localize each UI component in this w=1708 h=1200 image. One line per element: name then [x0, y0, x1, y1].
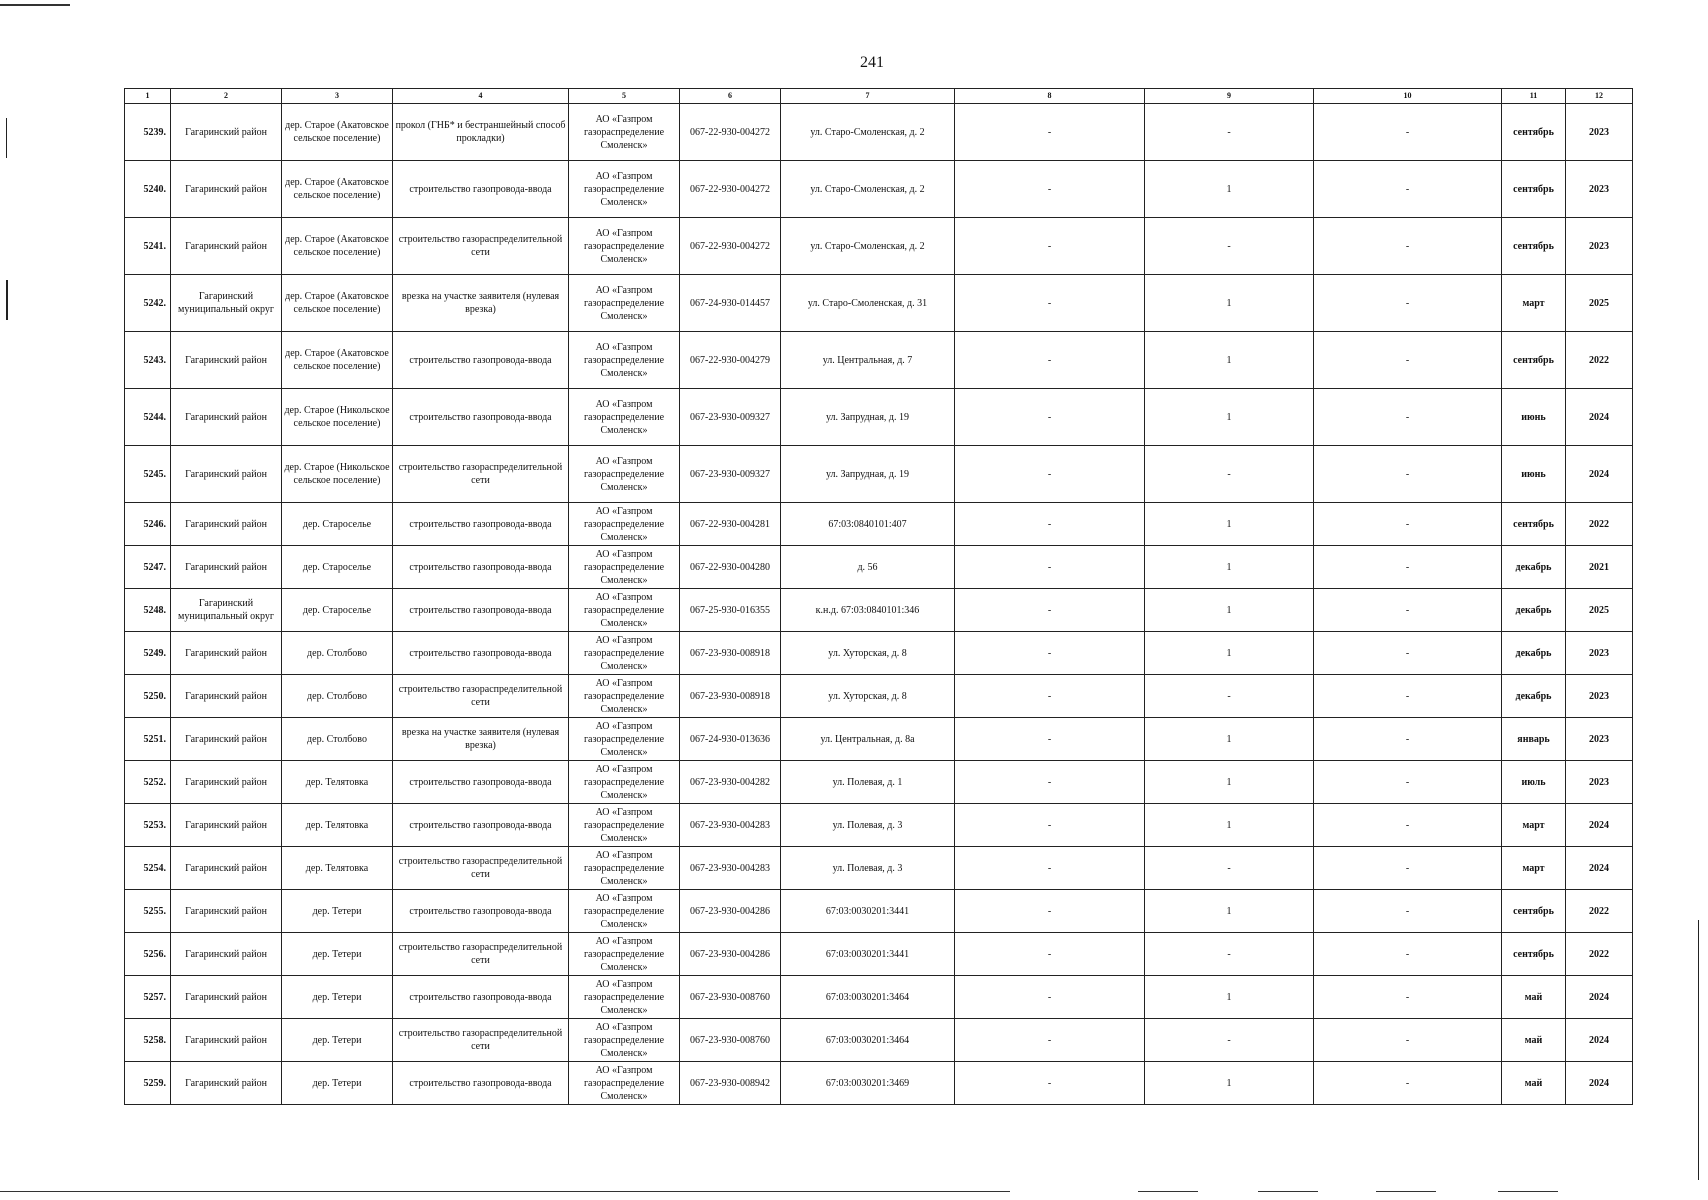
locality-cell: дер. Тетери	[282, 1019, 393, 1062]
organization-cell: АО «Газпром газораспределение Смоленск»	[569, 546, 680, 589]
district-cell: Гагаринский район	[171, 804, 282, 847]
organization-cell: АО «Газпром газораспределение Смоленск»	[569, 161, 680, 218]
col9-cell: -	[1145, 675, 1314, 718]
address-cell: ул. Хуторская, д. 8	[781, 632, 955, 675]
locality-cell: дер. Телятовка	[282, 804, 393, 847]
row-number: 5251.	[125, 718, 171, 761]
row-number: 5245.	[125, 446, 171, 503]
month-cell: сентябрь	[1502, 161, 1566, 218]
district-cell: Гагаринский муниципальный округ	[171, 589, 282, 632]
col10-cell: -	[1314, 275, 1502, 332]
month-cell: март	[1502, 804, 1566, 847]
work-type-cell: строительство газопровода-ввода	[393, 1062, 569, 1105]
month-cell: декабрь	[1502, 632, 1566, 675]
address-cell: ул. Центральная, д. 8а	[781, 718, 955, 761]
application-number-cell: 067-23-930-009327	[680, 389, 781, 446]
column-header: 3	[282, 89, 393, 104]
col9-cell: -	[1145, 1019, 1314, 1062]
year-cell: 2024	[1566, 847, 1633, 890]
district-cell: Гагаринский район	[171, 632, 282, 675]
year-cell: 2021	[1566, 546, 1633, 589]
col10-cell: -	[1314, 1019, 1502, 1062]
address-cell: 67:03:0030201:3464	[781, 976, 955, 1019]
work-type-cell: строительство газопровода-ввода	[393, 332, 569, 389]
address-cell: ул. Старо-Смоленская, д. 2	[781, 218, 955, 275]
column-header: 12	[1566, 89, 1633, 104]
scan-mark	[0, 4, 70, 6]
district-cell: Гагаринский район	[171, 675, 282, 718]
locality-cell: дер. Старое (Акатовское сельское поселение)	[282, 161, 393, 218]
address-cell: ул. Старо-Смоленская, д. 31	[781, 275, 955, 332]
year-cell: 2024	[1566, 804, 1633, 847]
year-cell: 2023	[1566, 675, 1633, 718]
year-cell: 2023	[1566, 104, 1633, 161]
locality-cell: дер. Старое (Акатовское сельское поселение)	[282, 104, 393, 161]
col8-cell: -	[955, 589, 1145, 632]
month-cell: декабрь	[1502, 546, 1566, 589]
col8-cell: -	[955, 503, 1145, 546]
application-number-cell: 067-22-930-004272	[680, 218, 781, 275]
month-cell: сентябрь	[1502, 218, 1566, 275]
district-cell: Гагаринский район	[171, 890, 282, 933]
col8-cell: -	[955, 675, 1145, 718]
locality-cell: дер. Столбово	[282, 632, 393, 675]
table-row	[125, 761, 1633, 804]
col9-cell: 1	[1145, 275, 1314, 332]
month-cell: май	[1502, 976, 1566, 1019]
year-cell: 2023	[1566, 718, 1633, 761]
column-header: 10	[1314, 89, 1502, 104]
application-number-cell: 067-24-930-013636	[680, 718, 781, 761]
row-number: 5258.	[125, 1019, 171, 1062]
column-header: 1	[125, 89, 171, 104]
col8-cell: -	[955, 718, 1145, 761]
year-cell: 2023	[1566, 632, 1633, 675]
col10-cell: -	[1314, 890, 1502, 933]
work-type-cell: строительство газопровода-ввода	[393, 761, 569, 804]
address-cell: д. 56	[781, 546, 955, 589]
year-cell: 2025	[1566, 589, 1633, 632]
scan-mark	[6, 118, 7, 158]
col10-cell: -	[1314, 546, 1502, 589]
table-row	[125, 675, 1633, 718]
row-number: 5248.	[125, 589, 171, 632]
district-cell: Гагаринский район	[171, 761, 282, 804]
work-type-cell: врезка на участке заявителя (нулевая врезка)	[393, 275, 569, 332]
district-cell: Гагаринский район	[171, 161, 282, 218]
month-cell: март	[1502, 275, 1566, 332]
row-number: 5257.	[125, 976, 171, 1019]
table-row	[125, 275, 1633, 332]
col9-cell: 1	[1145, 503, 1314, 546]
organization-cell: АО «Газпром газораспределение Смоленск»	[569, 933, 680, 976]
scan-mark	[1376, 1191, 1436, 1192]
col8-cell: -	[955, 161, 1145, 218]
district-cell: Гагаринский район	[171, 718, 282, 761]
column-header: 8	[955, 89, 1145, 104]
address-cell: 67:03:0030201:3464	[781, 1019, 955, 1062]
work-type-cell: строительство газопровода-ввода	[393, 632, 569, 675]
address-cell: ул. Полевая, д. 3	[781, 804, 955, 847]
application-number-cell: 067-23-930-008918	[680, 675, 781, 718]
application-number-cell: 067-22-930-004280	[680, 546, 781, 589]
row-number: 5252.	[125, 761, 171, 804]
organization-cell: АО «Газпром газораспределение Смоленск»	[569, 761, 680, 804]
col8-cell: -	[955, 1062, 1145, 1105]
application-number-cell: 067-23-930-004283	[680, 804, 781, 847]
col8-cell: -	[955, 104, 1145, 161]
organization-cell: АО «Газпром газораспределение Смоленск»	[569, 890, 680, 933]
col8-cell: -	[955, 804, 1145, 847]
year-cell: 2023	[1566, 161, 1633, 218]
address-cell: ул. Старо-Смоленская, д. 2	[781, 161, 955, 218]
col9-cell: -	[1145, 933, 1314, 976]
col9-cell: 1	[1145, 804, 1314, 847]
work-type-cell: прокол (ГНБ* и бестраншейный способ прокладки)	[393, 104, 569, 161]
address-cell: 67:03:0840101:407	[781, 503, 955, 546]
application-number-cell: 067-23-930-009327	[680, 446, 781, 503]
col9-cell: 1	[1145, 1062, 1314, 1105]
address-cell: 67:03:0030201:3441	[781, 933, 955, 976]
col10-cell: -	[1314, 933, 1502, 976]
row-number: 5243.	[125, 332, 171, 389]
locality-cell: дер. Староселье	[282, 503, 393, 546]
district-cell: Гагаринский район	[171, 446, 282, 503]
table-row	[125, 847, 1633, 890]
row-number: 5239.	[125, 104, 171, 161]
application-number-cell: 067-22-930-004272	[680, 104, 781, 161]
locality-cell: дер. Столбово	[282, 718, 393, 761]
row-number: 5247.	[125, 546, 171, 589]
table-row	[125, 546, 1633, 589]
organization-cell: АО «Газпром газораспределение Смоленск»	[569, 332, 680, 389]
row-number: 5254.	[125, 847, 171, 890]
month-cell: декабрь	[1502, 675, 1566, 718]
year-cell: 2022	[1566, 933, 1633, 976]
table-row	[125, 389, 1633, 446]
table-row	[125, 218, 1633, 275]
col8-cell: -	[955, 890, 1145, 933]
table-row	[125, 933, 1633, 976]
col8-cell: -	[955, 389, 1145, 446]
address-cell: ул. Полевая, д. 3	[781, 847, 955, 890]
work-type-cell: строительство газопровода-ввода	[393, 589, 569, 632]
year-cell: 2024	[1566, 1062, 1633, 1105]
col9-cell: 1	[1145, 718, 1314, 761]
table-row	[125, 632, 1633, 675]
month-cell: январь	[1502, 718, 1566, 761]
col10-cell: -	[1314, 104, 1502, 161]
table-row	[125, 332, 1633, 389]
work-type-cell: строительство газопровода-ввода	[393, 546, 569, 589]
year-cell: 2023	[1566, 761, 1633, 804]
column-header: 9	[1145, 89, 1314, 104]
organization-cell: АО «Газпром газораспределение Смоленск»	[569, 718, 680, 761]
row-number: 5242.	[125, 275, 171, 332]
organization-cell: АО «Газпром газораспределение Смоленск»	[569, 275, 680, 332]
scan-mark	[1138, 1191, 1198, 1192]
application-number-cell: 067-23-930-004283	[680, 847, 781, 890]
month-cell: сентябрь	[1502, 104, 1566, 161]
month-cell: сентябрь	[1502, 890, 1566, 933]
column-header: 7	[781, 89, 955, 104]
col9-cell: -	[1145, 847, 1314, 890]
locality-cell: дер. Тетери	[282, 1062, 393, 1105]
page-number: 241	[860, 54, 884, 71]
scan-mark	[1258, 1191, 1318, 1192]
application-number-cell: 067-23-930-004282	[680, 761, 781, 804]
row-number: 5250.	[125, 675, 171, 718]
application-number-cell: 067-23-930-008760	[680, 976, 781, 1019]
month-cell: июнь	[1502, 389, 1566, 446]
locality-cell: дер. Старое (Акатовское сельское поселение)	[282, 218, 393, 275]
table-row	[125, 804, 1633, 847]
work-type-cell: строительство газораспределительной сети	[393, 933, 569, 976]
year-cell: 2022	[1566, 503, 1633, 546]
col10-cell: -	[1314, 761, 1502, 804]
col10-cell: -	[1314, 675, 1502, 718]
col8-cell: -	[955, 332, 1145, 389]
col10-cell: -	[1314, 503, 1502, 546]
district-cell: Гагаринский район	[171, 503, 282, 546]
col8-cell: -	[955, 446, 1145, 503]
header-row	[125, 89, 1633, 104]
organization-cell: АО «Газпром газораспределение Смоленск»	[569, 804, 680, 847]
col8-cell: -	[955, 976, 1145, 1019]
application-number-cell: 067-23-930-008760	[680, 1019, 781, 1062]
col10-cell: -	[1314, 218, 1502, 275]
locality-cell: дер. Телятовка	[282, 761, 393, 804]
table-row	[125, 1019, 1633, 1062]
application-number-cell: 067-24-930-014457	[680, 275, 781, 332]
col8-cell: -	[955, 275, 1145, 332]
row-number: 5256.	[125, 933, 171, 976]
district-cell: Гагаринский район	[171, 104, 282, 161]
month-cell: июль	[1502, 761, 1566, 804]
month-cell: май	[1502, 1019, 1566, 1062]
year-cell: 2023	[1566, 218, 1633, 275]
col10-cell: -	[1314, 389, 1502, 446]
organization-cell: АО «Газпром газораспределение Смоленск»	[569, 104, 680, 161]
district-cell: Гагаринский район	[171, 1019, 282, 1062]
locality-cell: дер. Старое (Никольское сельское поселение)	[282, 446, 393, 503]
table-row	[125, 161, 1633, 218]
year-cell: 2024	[1566, 446, 1633, 503]
address-cell: 67:03:0030201:3441	[781, 890, 955, 933]
work-type-cell: строительство газораспределительной сети	[393, 446, 569, 503]
col9-cell: 1	[1145, 589, 1314, 632]
row-number: 5255.	[125, 890, 171, 933]
column-header: 4	[393, 89, 569, 104]
address-cell: ул. Полевая, д. 1	[781, 761, 955, 804]
year-cell: 2022	[1566, 332, 1633, 389]
work-type-cell: строительство газопровода-ввода	[393, 389, 569, 446]
scan-mark	[6, 280, 8, 320]
address-cell: ул. Старо-Смоленская, д. 2	[781, 104, 955, 161]
col9-cell: 1	[1145, 546, 1314, 589]
organization-cell: АО «Газпром газораспределение Смоленск»	[569, 675, 680, 718]
address-cell: ул. Хуторская, д. 8	[781, 675, 955, 718]
col9-cell: 1	[1145, 332, 1314, 389]
organization-cell: АО «Газпром газораспределение Смоленск»	[569, 976, 680, 1019]
table-row	[125, 446, 1633, 503]
address-cell: ул. Центральная, д. 7	[781, 332, 955, 389]
col9-cell: 1	[1145, 161, 1314, 218]
application-number-cell: 067-23-930-004286	[680, 933, 781, 976]
scan-mark	[1498, 1191, 1558, 1192]
district-cell: Гагаринский район	[171, 389, 282, 446]
col9-cell: 1	[1145, 761, 1314, 804]
work-type-cell: строительство газопровода-ввода	[393, 976, 569, 1019]
scan-mark	[1698, 920, 1699, 1180]
organization-cell: АО «Газпром газораспределение Смоленск»	[569, 446, 680, 503]
application-number-cell: 067-22-930-004281	[680, 503, 781, 546]
col10-cell: -	[1314, 847, 1502, 890]
organization-cell: АО «Газпром газораспределение Смоленск»	[569, 847, 680, 890]
col10-cell: -	[1314, 804, 1502, 847]
district-cell: Гагаринский район	[171, 332, 282, 389]
column-header: 5	[569, 89, 680, 104]
month-cell: июнь	[1502, 446, 1566, 503]
locality-cell: дер. Столбово	[282, 675, 393, 718]
address-cell: ул. Запрудная, д. 19	[781, 446, 955, 503]
row-number: 5240.	[125, 161, 171, 218]
col9-cell: -	[1145, 104, 1314, 161]
locality-cell: дер. Телятовка	[282, 847, 393, 890]
col8-cell: -	[955, 218, 1145, 275]
col10-cell: -	[1314, 589, 1502, 632]
scan-mark	[0, 1191, 1010, 1192]
col10-cell: -	[1314, 632, 1502, 675]
organization-cell: АО «Газпром газораспределение Смоленск»	[569, 389, 680, 446]
address-cell: 67:03:0030201:3469	[781, 1062, 955, 1105]
locality-cell: дер. Тетери	[282, 976, 393, 1019]
locality-cell: дер. Староселье	[282, 546, 393, 589]
year-cell: 2024	[1566, 1019, 1633, 1062]
application-number-cell: 067-22-930-004279	[680, 332, 781, 389]
work-type-cell: строительство газопровода-ввода	[393, 161, 569, 218]
table-row	[125, 718, 1633, 761]
district-cell: Гагаринский район	[171, 1062, 282, 1105]
col8-cell: -	[955, 1019, 1145, 1062]
address-cell: к.н.д. 67:03:0840101:346	[781, 589, 955, 632]
col8-cell: -	[955, 761, 1145, 804]
organization-cell: АО «Газпром газораспределение Смоленск»	[569, 632, 680, 675]
col10-cell: -	[1314, 1062, 1502, 1105]
col10-cell: -	[1314, 446, 1502, 503]
locality-cell: дер. Тетери	[282, 933, 393, 976]
col10-cell: -	[1314, 718, 1502, 761]
col8-cell: -	[955, 546, 1145, 589]
col8-cell: -	[955, 933, 1145, 976]
col9-cell: 1	[1145, 976, 1314, 1019]
organization-cell: АО «Газпром газораспределение Смоленск»	[569, 218, 680, 275]
locality-cell: дер. Старое (Акатовское сельское поселение)	[282, 275, 393, 332]
work-type-cell: врезка на участке заявителя (нулевая врезка)	[393, 718, 569, 761]
year-cell: 2024	[1566, 389, 1633, 446]
row-number: 5246.	[125, 503, 171, 546]
year-cell: 2022	[1566, 890, 1633, 933]
month-cell: сентябрь	[1502, 332, 1566, 389]
locality-cell: дер. Старое (Никольское сельское поселение)	[282, 389, 393, 446]
table-row	[125, 976, 1633, 1019]
table-row	[125, 890, 1633, 933]
work-type-cell: строительство газораспределительной сети	[393, 847, 569, 890]
organization-cell: АО «Газпром газораспределение Смоленск»	[569, 589, 680, 632]
row-number: 5244.	[125, 389, 171, 446]
col9-cell: 1	[1145, 389, 1314, 446]
month-cell: март	[1502, 847, 1566, 890]
address-cell: ул. Запрудная, д. 19	[781, 389, 955, 446]
application-number-cell: 067-23-930-008918	[680, 632, 781, 675]
locality-cell: дер. Староселье	[282, 589, 393, 632]
table-row	[125, 503, 1633, 546]
row-number: 5253.	[125, 804, 171, 847]
organization-cell: АО «Газпром газораспределение Смоленск»	[569, 1062, 680, 1105]
column-header: 6	[680, 89, 781, 104]
locality-cell: дер. Старое (Акатовское сельское поселение)	[282, 332, 393, 389]
col8-cell: -	[955, 632, 1145, 675]
district-cell: Гагаринский район	[171, 218, 282, 275]
table-row	[125, 104, 1633, 161]
district-cell: Гагаринский муниципальный округ	[171, 275, 282, 332]
col9-cell: -	[1145, 446, 1314, 503]
work-type-cell: строительство газопровода-ввода	[393, 804, 569, 847]
column-header: 11	[1502, 89, 1566, 104]
month-cell: май	[1502, 1062, 1566, 1105]
year-cell: 2024	[1566, 976, 1633, 1019]
work-type-cell: строительство газораспределительной сети	[393, 675, 569, 718]
work-type-cell: строительство газопровода-ввода	[393, 890, 569, 933]
col10-cell: -	[1314, 976, 1502, 1019]
locality-cell: дер. Тетери	[282, 890, 393, 933]
col8-cell: -	[955, 847, 1145, 890]
month-cell: декабрь	[1502, 589, 1566, 632]
col9-cell: 1	[1145, 890, 1314, 933]
row-number: 5241.	[125, 218, 171, 275]
district-cell: Гагаринский район	[171, 933, 282, 976]
district-cell: Гагаринский район	[171, 847, 282, 890]
organization-cell: АО «Газпром газораспределение Смоленск»	[569, 1019, 680, 1062]
application-number-cell: 067-23-930-008942	[680, 1062, 781, 1105]
work-type-cell: строительство газораспределительной сети	[393, 1019, 569, 1062]
data-table	[124, 88, 1633, 1105]
row-number: 5259.	[125, 1062, 171, 1105]
year-cell: 2025	[1566, 275, 1633, 332]
organization-cell: АО «Газпром газораспределение Смоленск»	[569, 503, 680, 546]
application-number-cell: 067-22-930-004272	[680, 161, 781, 218]
month-cell: сентябрь	[1502, 933, 1566, 976]
table-row	[125, 1062, 1633, 1105]
district-cell: Гагаринский район	[171, 546, 282, 589]
col10-cell: -	[1314, 161, 1502, 218]
work-type-cell: строительство газораспределительной сети	[393, 218, 569, 275]
work-type-cell: строительство газопровода-ввода	[393, 503, 569, 546]
month-cell: сентябрь	[1502, 503, 1566, 546]
application-number-cell: 067-25-930-016355	[680, 589, 781, 632]
col9-cell: -	[1145, 218, 1314, 275]
column-header: 2	[171, 89, 282, 104]
row-number: 5249.	[125, 632, 171, 675]
col10-cell: -	[1314, 332, 1502, 389]
col9-cell: 1	[1145, 632, 1314, 675]
district-cell: Гагаринский район	[171, 976, 282, 1019]
application-number-cell: 067-23-930-004286	[680, 890, 781, 933]
table-row	[125, 589, 1633, 632]
